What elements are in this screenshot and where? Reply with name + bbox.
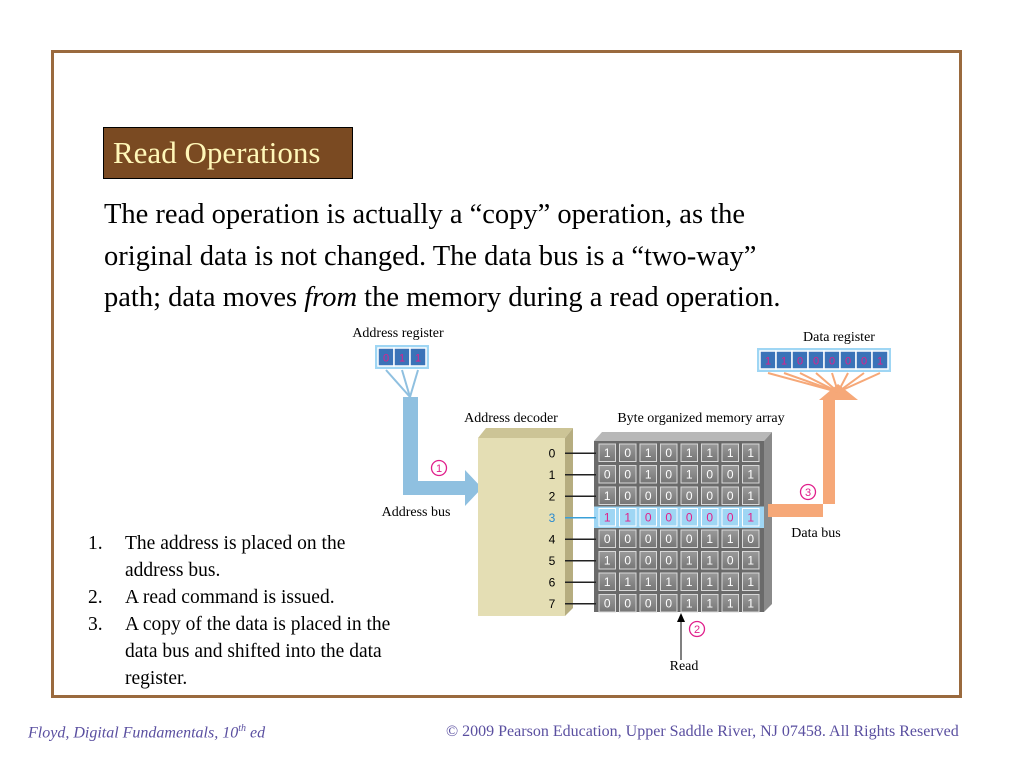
read-step xyxy=(88,584,398,611)
memory-bit: 1 xyxy=(603,553,611,568)
address-bus-label: Address bus xyxy=(381,505,451,520)
address-register-bit: 1 xyxy=(398,352,406,365)
data-register-bit: 0 xyxy=(812,355,820,368)
address-register xyxy=(375,345,429,369)
memory-bit: 0 xyxy=(603,596,611,611)
step-number: 1. xyxy=(88,533,103,554)
memory-bit: 1 xyxy=(747,467,755,482)
address-decoder-label: Address decoder xyxy=(464,411,558,426)
step-marker-number: 2 xyxy=(693,624,701,636)
footer-copyright: © 2009 Pearson Education, Upper Saddle River, NJ 07458. All Rights Reserved xyxy=(446,723,959,740)
memory-bit: 0 xyxy=(603,532,611,546)
memory-bit: 0 xyxy=(665,489,673,503)
data-register-label: Data register xyxy=(803,330,875,345)
memory-bit: 1 xyxy=(706,446,714,460)
memory-bit: 1 xyxy=(644,575,652,589)
memory-row xyxy=(549,487,759,505)
row-address: 4 xyxy=(548,532,556,547)
memory-bit: 1 xyxy=(747,489,755,503)
memory-bit: 0 xyxy=(624,467,632,482)
memory-row xyxy=(549,573,759,591)
slide-title: Read Operations xyxy=(103,127,353,179)
memory-bit: 0 xyxy=(706,489,714,503)
step-text: A read command is issued. xyxy=(125,587,335,608)
memory-bit: 1 xyxy=(747,553,755,568)
memory-bit: 0 xyxy=(603,467,611,482)
memory-bit: 1 xyxy=(685,446,693,460)
body-line-3-end: the memory during a read operation. xyxy=(357,282,781,313)
memory-bit: 1 xyxy=(706,553,714,568)
memory-bit: 0 xyxy=(665,510,673,525)
memory-bit: 1 xyxy=(624,510,632,525)
memory-bit: 1 xyxy=(665,575,673,589)
memory-bit: 1 xyxy=(603,510,611,525)
data-register-bit: 1 xyxy=(780,355,788,368)
data-register-bit: 1 xyxy=(876,355,884,368)
memory-bit: 1 xyxy=(603,575,611,589)
address-bus-arrow xyxy=(386,370,482,506)
step-text: The address is placed on the address bus. xyxy=(125,533,346,581)
memory-bit: 0 xyxy=(644,510,652,525)
memory-row xyxy=(549,552,759,570)
memory-bit: 1 xyxy=(685,596,693,611)
memory-bit: 0 xyxy=(644,596,652,611)
step-marker xyxy=(690,622,705,637)
footer-book-title: Floyd, Digital Fundamentals, 10 xyxy=(28,724,239,742)
step-marker-number: 1 xyxy=(435,463,443,475)
row-address: 7 xyxy=(548,596,556,611)
memory-bit: 1 xyxy=(726,532,734,546)
memory-bit: 0 xyxy=(726,489,734,503)
row-address: 1 xyxy=(548,467,556,482)
memory-bit: 1 xyxy=(747,596,755,611)
row-address: 0 xyxy=(548,446,556,461)
memory-bit: 0 xyxy=(624,489,632,503)
data-register-bit: 0 xyxy=(796,355,804,368)
body-line-3-start: path; data moves xyxy=(104,282,305,313)
memory-bit: 0 xyxy=(624,553,632,568)
body-line-1: The read operation is actually a “copy” operation, as the xyxy=(104,199,745,230)
memory-row xyxy=(549,530,759,548)
memory-bit: 1 xyxy=(726,446,734,460)
memory-bit: 0 xyxy=(624,446,632,460)
read-step xyxy=(88,530,398,584)
memory-bit: 1 xyxy=(685,575,693,589)
memory-bit: 1 xyxy=(685,467,693,482)
memory-bit: 0 xyxy=(726,553,734,568)
step-marker-number: 3 xyxy=(804,487,812,499)
step-number: 2. xyxy=(88,587,103,608)
memory-bit: 0 xyxy=(685,532,693,546)
memory-array-label: Byte organized memory array xyxy=(617,411,785,426)
address-decoder xyxy=(478,428,573,616)
memory-row xyxy=(549,444,759,462)
footer-edition-suffix: th xyxy=(238,723,246,734)
memory-bit: 0 xyxy=(665,596,673,611)
row-address: 6 xyxy=(548,575,556,590)
memory-bit: 0 xyxy=(685,510,693,525)
memory-bit: 0 xyxy=(644,489,652,503)
memory-row xyxy=(549,507,764,529)
memory-bit: 1 xyxy=(624,575,632,589)
memory-bit: 0 xyxy=(685,489,693,503)
memory-bit: 1 xyxy=(726,575,734,589)
memory-bit: 1 xyxy=(603,489,611,503)
address-register-bit: 1 xyxy=(414,352,422,365)
memory-row xyxy=(549,595,759,613)
memory-bit: 0 xyxy=(706,467,714,482)
memory-bit: 1 xyxy=(747,575,755,589)
memory-bit: 1 xyxy=(706,596,714,611)
memory-bit: 1 xyxy=(603,446,611,460)
data-register-bit: 0 xyxy=(828,355,836,368)
read-step xyxy=(88,611,398,692)
address-register-label: Address register xyxy=(352,326,444,341)
read-label: Read xyxy=(669,659,699,674)
body-line-2: original data is not changed. The data bus is a “two-way” xyxy=(104,240,757,272)
data-register-bit: 1 xyxy=(764,355,772,368)
memory-bit: 0 xyxy=(665,532,673,546)
data-bus-label: Data bus xyxy=(791,526,841,541)
memory-bit: 1 xyxy=(706,532,714,546)
read-steps-list xyxy=(88,530,398,692)
data-register-bit: 0 xyxy=(844,355,852,368)
footer-edition-word: ed xyxy=(245,724,266,742)
footer-book-credit xyxy=(28,723,265,742)
memory-bit: 0 xyxy=(665,446,673,460)
read-line xyxy=(677,613,685,660)
memory-bit: 0 xyxy=(624,532,632,546)
memory-bit: 0 xyxy=(644,553,652,568)
step-text: A copy of the data is placed in the data bus and shifted into the data register. xyxy=(125,614,391,689)
step-marker xyxy=(801,485,816,500)
memory-bit: 1 xyxy=(644,446,652,460)
memory-bit: 1 xyxy=(706,575,714,589)
memory-bit: 0 xyxy=(644,532,652,546)
data-register xyxy=(757,348,891,372)
address-register-bit: 0 xyxy=(382,352,390,365)
memory-bit: 0 xyxy=(665,467,673,482)
body-line-3-emphasis: from xyxy=(304,282,358,313)
memory-bit: 1 xyxy=(644,467,652,482)
memory-row xyxy=(549,466,759,484)
row-address: 3 xyxy=(548,510,556,525)
data-bus-arrow xyxy=(768,373,880,517)
memory-bit: 0 xyxy=(747,532,755,546)
memory-bit: 0 xyxy=(726,510,734,525)
memory-bit: 0 xyxy=(624,596,632,611)
row-address: 2 xyxy=(548,489,556,504)
memory-bit: 1 xyxy=(685,553,693,568)
data-register-bit: 0 xyxy=(860,355,868,368)
memory-bit: 1 xyxy=(726,596,734,611)
row-address: 5 xyxy=(548,553,556,568)
memory-bit: 0 xyxy=(726,467,734,482)
memory-bit: 1 xyxy=(747,510,755,525)
memory-bit: 1 xyxy=(747,446,755,460)
memory-bit: 0 xyxy=(706,510,714,525)
memory-bit: 0 xyxy=(665,553,673,568)
step-marker xyxy=(432,461,447,476)
step-number: 3. xyxy=(88,614,103,635)
